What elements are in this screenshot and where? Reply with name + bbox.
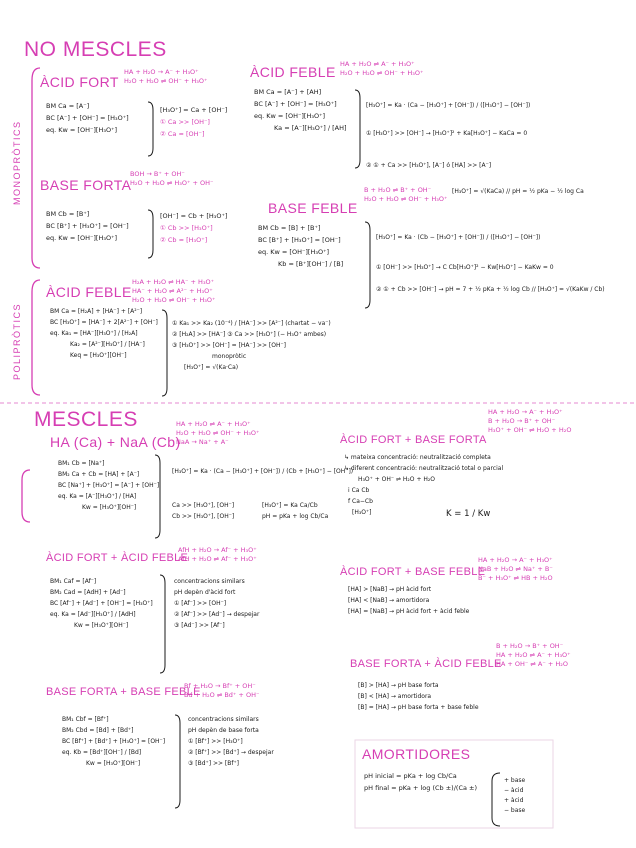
balance-line: Ka = [A⁻][H₃O⁺] / [AH] — [274, 124, 347, 132]
balance-line: Kw = [H₃O⁺][OH⁻] — [82, 504, 137, 511]
case-line: ② [H₂A] >> [HA⁻] ③ Ca >> [H₃O⁺] (− H₃O⁺ ambes) — [172, 331, 327, 338]
reaction-line: H₃O⁺ + OH⁻ ⇌ H₂O + H₂O — [358, 476, 436, 483]
reaction-line: H₂O + H₂O ⇌ OH⁻ + H₃O⁺ — [132, 296, 216, 304]
balance-line: Ka₂ = [A²⁻][H₃O⁺] / [HA⁻] — [70, 341, 145, 348]
balance-line: BM₁ Cb = [Na⁺] — [58, 460, 105, 467]
amortidores-title: AMORTIDORES — [362, 746, 471, 762]
reaction-line: H₂O + H₂O ⇌ OH⁻ + H₃O⁺ — [364, 195, 448, 203]
case-line: ② [Af⁻] >> [Ad⁻] → despejar — [174, 611, 260, 618]
acid-fort-title: ÀCID FORT — [40, 74, 119, 90]
amortidores-legend — [504, 776, 525, 816]
balance-line: BM Cb = [B⁺] — [46, 210, 90, 218]
acid-feble-case2: ② ① + Ca >> [H₃O⁺], [A⁻] ó [HA] >> [A⁻] — [366, 162, 492, 169]
legend-item: − àcid — [504, 787, 524, 794]
case-line: ③ [Ad⁻] >> [Af⁻] — [174, 622, 225, 629]
acid-feble-reactions — [340, 60, 423, 78]
base-feble-main-formula: [H₃O⁺] = Ka · (Cb − [H₃O⁺] + [OH⁻]) / ([H₃O⁺] − [OH⁻]) — [376, 234, 541, 241]
reaction-line: HA + OH⁻ ⇌ A⁻ + H₂O — [496, 660, 568, 668]
af-afe-balances — [50, 576, 153, 631]
table-line: [H₃O⁺] — [352, 509, 372, 516]
mescles-title: MESCLES — [34, 408, 138, 431]
case-line: [B] = [HA] → pH base forta + base feble — [358, 704, 479, 711]
base-feble-balances — [258, 222, 343, 270]
balance-line: BC [Af⁻] + [Ad⁻] + [OH⁻] = [H₃O⁺] — [50, 600, 153, 607]
balance-line: Keq = [H₃O⁺][OH⁻] — [70, 352, 127, 359]
ha-naa-main-formula: [H₃O⁺] = Ka · (Ca − [H₃O⁺] + [OH⁻]) / (Cb + [H₃O⁺] − [OH⁻]) — [172, 468, 354, 475]
af-bf-reactions — [488, 408, 571, 435]
balance-line: eq. Kw = [OH⁻][H₃O⁺] — [46, 234, 118, 242]
reaction-line: NaA → Na⁺ + A⁻ — [176, 438, 229, 446]
af-bfe-cases — [348, 584, 469, 617]
acid-fort-balances — [46, 100, 129, 136]
acid-fort-reactions — [124, 68, 207, 86]
base-feble-case1: ① [OH⁻] >> [H₃O⁺] → C Cb[H₃O⁺]² − Kw[H₃O⁺] − KaKw = 0 — [376, 264, 554, 271]
poli-acid-feble-title: ÀCID FEBLE — [46, 284, 132, 300]
reaction-line: AfH + H₂O ⇌ Af⁻ + H₃O⁺ — [178, 555, 257, 563]
note-line: concentracions similars — [188, 716, 259, 723]
reaction-line: Bd + H₂O ⇌ Bd⁺ + OH⁻ — [184, 691, 260, 699]
reaction-line: BOH → B⁺ + OH⁻ — [130, 170, 185, 178]
balance-line: BM₂ Ca + Cb = [HA] + [A⁻] — [58, 471, 140, 478]
acid-feble-extra-reactions — [364, 186, 447, 204]
balance-line: eq. Kw = [OH⁻][H₃O⁺] — [46, 126, 118, 134]
side-label-monoprotics: MONOPRÒTICS — [12, 120, 22, 205]
note-line: ↳ diferent concentració: neutralització total o parcial — [344, 465, 504, 472]
balance-line: BC [Na⁺] + [H₃O⁺] = [A⁻] + [OH⁻] — [58, 482, 160, 489]
case-line: ② Ca ≈ [OH⁻] — [160, 130, 205, 138]
reaction-line: B + H₂O → B⁺ + OH⁻ — [488, 417, 556, 425]
acid-feble-case1: ① [H₃O⁺] >> [OH⁻] → [H₃O⁺]² + Ka[H₃O⁺] − KaCa = 0 — [366, 130, 528, 137]
note-line: pH depèn de base forta — [188, 727, 259, 734]
case-line: ③ [H₃O⁺] >> [OH⁻] = [HA⁻] >> [OH⁻] — [172, 342, 286, 349]
case-line: [B] > [HA] → pH base forta — [358, 682, 439, 689]
balance-line: BM₁ Cbf = [Bf⁺] — [62, 716, 109, 723]
case-line: ① Ka₁ >> Ka₂ (10⁻⁴) / [HA⁻] >> [A²⁻] (chartat − va⁻) — [172, 320, 331, 327]
reaction-line: H₂O + H₂O ⇌ OH⁻ + H₃O⁺ — [176, 429, 260, 437]
case-line: ① Cb >> [H₃O⁺] — [160, 224, 213, 232]
balance-line: BM Ca = [H₂A] + [HA⁻] + [A²⁻] — [50, 308, 143, 315]
reaction-line: H₂O + H₂O ⇌ H₃O⁺ + OH⁻ — [130, 179, 214, 187]
base-feble-title: BASE FEBLE — [268, 200, 358, 216]
formula-line: pH final = pKa + log (Cb ±)/(Ca ±) — [364, 784, 478, 792]
base-forta-reactions — [130, 170, 213, 188]
reaction-line: HA + H₂O ⇌ A⁻ + H₃O⁺ — [176, 420, 251, 428]
reaction-line: HA + H₂O → A⁻ + H₃O⁺ — [488, 408, 563, 416]
ha-naa-balances — [58, 458, 159, 513]
acid-feble-balances — [254, 86, 347, 134]
reaction-line: HA + H₂O → A⁻ + H₃O⁺ — [478, 556, 553, 564]
af-bf-k-value: K = 1 / Kw — [446, 509, 491, 519]
reaction-line: HA + H₂O ⇌ A⁻ + H₃O⁺ — [496, 651, 571, 659]
amortidores-formulas — [364, 770, 477, 794]
balance-line: BM Cb = [B] + [B⁺] — [258, 224, 321, 232]
acid-feble-title: ÀCID FEBLE — [250, 64, 336, 80]
case-line: ① Ca >> [OH⁻] — [160, 118, 210, 126]
reaction-line: HA⁻ + H₂O ⇌ A²⁻ + H₃O⁺ — [132, 287, 213, 295]
legend-item: + base — [504, 777, 526, 784]
af-bf-title: ÀCID FORT + BASE FORTA — [340, 434, 487, 446]
balance-line: eq. Kb = [Bd⁺][OH⁻] / [Bd] — [62, 749, 142, 756]
note-line: ↳ mateixa concentració: neutralització completa — [344, 454, 491, 461]
note-line: monopròtic — [212, 353, 247, 360]
note-line: pH depèn d'àcid fort — [174, 589, 236, 596]
balance-line: Kb = [B⁺][OH⁻] / [B] — [278, 260, 344, 268]
reaction-line: B⁻ + H₃O⁺ ⇌ HB + H₂O — [478, 574, 553, 582]
base-feble-case2: ② ① + Cb >> [OH⁻] → pH = 7 + ½ pKa + ½ log Cb // [H₃O⁺] = √(KaKw / Cb) — [376, 286, 605, 293]
reaction-line: B + H₂O ⇌ B⁺ + OH⁻ — [364, 186, 432, 194]
case-line: [HA] = [NaB] → pH àcid fort + àcid feble — [348, 608, 470, 615]
no-mescles-title: NO MESCLES — [24, 38, 167, 61]
balance-line: Kw = [H₃O⁺][OH⁻] — [74, 622, 129, 629]
balance-line: Kw = [H₃O⁺][OH⁻] — [86, 760, 141, 767]
acid-feble-result: [H₃O⁺] = √(KaCa) // pH = ½ pKa − ½ log Ca — [452, 188, 584, 195]
case-line: Ca >> [H₃O⁺], [OH⁻] — [172, 502, 235, 509]
case-line: [HA] < [NaB] → amortidora — [348, 597, 430, 604]
reaction-line: B + H₂O → B⁺ + OH⁻ — [496, 642, 564, 650]
balance-line: eq. Ka = [Ad⁻][H₃O⁺] / [AdH] — [50, 611, 136, 618]
case-line: ② [Bf⁺] >> [Bd⁺] → despejar — [188, 749, 274, 756]
side-label-poliprotics: POLIPRÒTICS — [12, 302, 22, 380]
balance-line: BM₂ Cbd = [Bd] + [Bd⁺] — [62, 727, 134, 734]
bf-afe-title: BASE FORTA + ÀCID FEBLE — [350, 658, 502, 670]
monoprotic-bracket — [32, 68, 40, 268]
balance-line: eq. Kw = [OH⁻][H₃O⁺] — [254, 112, 326, 120]
case-line: ② Cb ≈ [H₃O⁺] — [160, 236, 208, 244]
reaction-line: HA + H₂O → A⁻ + H₃O⁺ — [124, 68, 199, 76]
note-line: concentracions similars — [174, 578, 245, 585]
balance-line: BC [B⁺] + [H₃O⁺] = [OH⁻] — [258, 236, 341, 244]
ha-naa-cases — [172, 500, 234, 522]
ha-naa-result — [262, 500, 328, 522]
bf-afe-cases — [358, 680, 479, 713]
balance-line: BM₁ Caf = [Af⁻] — [50, 578, 97, 585]
case-line: Cb >> [H₃O⁺], [OH⁻] — [172, 513, 235, 520]
balance-line: BM₂ Cad = [AdH] + [Ad⁻] — [50, 589, 126, 596]
case-line: ① [Af⁻] >> [OH⁻] — [174, 600, 227, 607]
result-line: pH = pKa + log Cb/Ca — [262, 513, 329, 520]
balance-line: BC [B⁺] + [H₃O⁺] = [OH⁻] — [46, 222, 129, 230]
legend-item: − base — [504, 807, 526, 814]
balance-line: BM Ca = [A⁻] + [AH] — [254, 88, 322, 96]
af-bfe-title: ÀCID FORT + BASE FEBLE — [340, 566, 486, 578]
acid-fort-approximations — [160, 104, 227, 140]
balance-line: BC [A⁻] + [OH⁻] = [H₃O⁺] — [46, 114, 129, 122]
balance-line: BC [H₃O⁺] = [HA⁻] + 2[A²⁻] + [OH⁻] — [50, 319, 158, 326]
reaction-line: H₂A + H₂O ⇌ HA⁻ + H₃O⁺ — [132, 278, 215, 286]
bf-bfe-title: BASE FORTA + BASE FEBLE — [46, 686, 201, 698]
legend-item: + àcid — [504, 797, 524, 804]
ha-naa-reactions — [176, 420, 259, 447]
af-afe-reactions — [178, 546, 257, 564]
case-line: ③ [Bd⁺] >> [Bf⁺] — [188, 760, 240, 767]
case-line: [HA] > [NaB] → pH àcid fort — [348, 586, 432, 593]
bf-bfe-notes — [188, 714, 274, 769]
base-forta-balances — [46, 208, 129, 244]
reaction-line: NaB + H₂O ⇌ Na⁺ + B⁻ — [478, 565, 553, 573]
table-line: f Ca−Cb — [348, 498, 373, 505]
formula-line: pH inicial = pKa + log Cb/Ca — [364, 772, 457, 780]
bf-bfe-reactions — [184, 682, 259, 700]
case-line: [B] < [HA] → amortidora — [358, 693, 432, 700]
mescles-bracket — [22, 470, 30, 522]
formula-line: [H₃O⁺] = Ca + [OH⁻] — [160, 106, 228, 114]
balance-line: eq. Kw = [OH⁻][H₃O⁺] — [258, 248, 330, 256]
poli-balances — [50, 306, 158, 361]
balance-line: BM Ca = [A⁻] — [46, 102, 90, 110]
poli-reactions — [132, 278, 215, 305]
result-line: [H₃O⁺] = Ka Ca/Cb — [262, 502, 318, 509]
formula-line: [OH⁻] = Cb + [H₃O⁺] — [160, 212, 228, 220]
reaction-line: AfH + H₂O → Af⁻ + H₃O⁺ — [178, 546, 257, 554]
bf-afe-reactions — [496, 642, 571, 669]
reaction-line: H₂O + H₂O ⇌ OH⁻ + H₃O⁺ — [124, 77, 208, 85]
table-line: i Ca Cb — [348, 487, 370, 494]
af-afe-notes — [174, 576, 259, 631]
reaction-line: H₃O⁺ + OH⁻ ⇌ H₂O + H₂O — [488, 426, 572, 434]
result-line: [H₃O⁺] = √(Ka·Ca) — [184, 364, 239, 371]
ha-naa-title: HA (Ca) + NaA (Cb) — [50, 434, 181, 450]
base-forta-title: BASE FORTA — [40, 177, 132, 193]
reaction-line: HA + H₂O ⇌ A⁻ + H₃O⁺ — [340, 60, 415, 68]
case-line: ① [Bf⁺] >> [H₃O⁺] — [188, 738, 243, 745]
base-forta-approximations — [160, 210, 227, 246]
acid-feble-main-formula: [H₃O⁺] = Ka · (Ca − [H₃O⁺] + [OH⁻]) / ([H₃O⁺] − [OH⁻]) — [366, 102, 531, 109]
balance-line: eq. Ka = [A⁻][H₃O⁺] / [HA] — [58, 493, 137, 500]
af-bfe-reactions — [478, 556, 553, 583]
balance-line: BC [A⁻] + [OH⁻] = [H₃O⁺] — [254, 100, 337, 108]
bf-bfe-balances — [62, 714, 165, 769]
poli-approximations — [172, 318, 331, 373]
reaction-line: H₂O + H₂O ⇌ OH⁻ + H₃O⁺ — [340, 69, 424, 77]
balance-line: eq. Ka₁ = [HA⁻][H₃O⁺] / [H₂A] — [50, 330, 138, 337]
balance-line: BC [Bf⁺] + [Bd⁺] + [H₃O⁺] = [OH⁻] — [62, 738, 166, 745]
af-afe-title: ÀCID FORT + ÀCID FEBLE — [46, 552, 189, 564]
poliprotic-bracket — [32, 280, 40, 395]
reaction-line: Bf + H₂O → Bf⁺ + OH⁻ — [184, 682, 256, 690]
